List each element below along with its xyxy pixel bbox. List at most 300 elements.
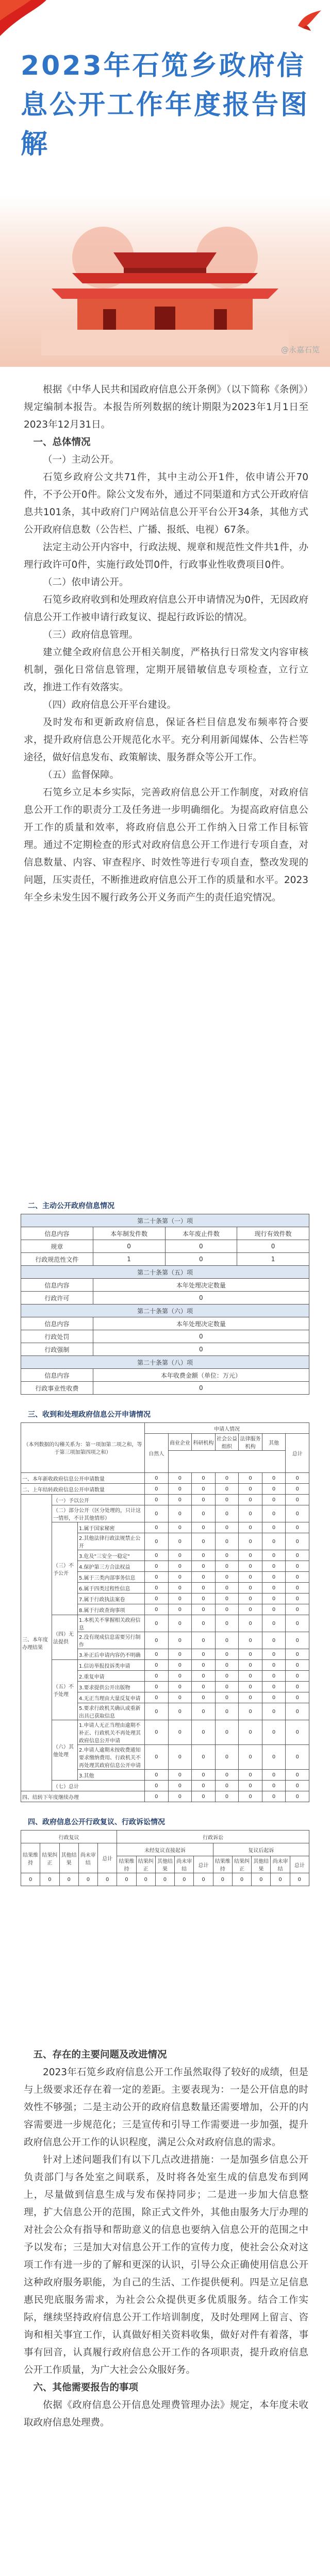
section-heading: 六、其他需要报告的事项 <box>33 2382 139 2393</box>
table-cell: 0 <box>239 1583 262 1594</box>
table-cell: 0 <box>145 1745 169 1770</box>
row-label: 7.属于行政执法案卷 <box>78 1594 145 1604</box>
table-cell: 0 <box>239 1561 262 1572</box>
table-cell: 0 <box>145 1505 169 1522</box>
table-cell: 0 <box>192 1572 216 1583</box>
review-litigation-table <box>21 1830 309 1886</box>
table-cell: 0 <box>239 1682 262 1692</box>
table-cell: 0 <box>168 1660 192 1671</box>
table-row <box>21 1253 309 1266</box>
row-label: 4.保护第三方合法权益 <box>78 1561 145 1572</box>
row-label: 3.危及"三安全一稳定" <box>78 1550 145 1561</box>
table-header: 本年废止件数 <box>165 1227 237 1240</box>
table-header: 结果维持 <box>117 1856 136 1873</box>
table-cell: 0 <box>145 1720 169 1745</box>
table-cell: 0 <box>262 1649 286 1660</box>
table-cell: 0 <box>215 1720 239 1745</box>
row-label: 2.重复申请 <box>78 1671 145 1682</box>
table-cell: 0 <box>168 1745 192 1770</box>
table-cell: 0 <box>168 1505 192 1522</box>
table-cell: 0 <box>262 1572 286 1583</box>
table-row <box>21 1781 309 1791</box>
table-cell: 0 <box>145 1770 169 1781</box>
table-cell: 0 <box>239 1791 262 1802</box>
paragraph: 石笕乡立足本乡实际，完善政府信息公开工作制度，对政府信息公开工作的职责分工及任务进一步明确细化。为提高政府信息公开工作的质量和效率，将政府信息公开工作纳入日常工作目标管理。通过不定期检查的形式对政府信息公开工作进行专项自查，对信息数量、内容、审查程序、时效性等进行专项自查，整改发现的问题，压实责任，不断推进政府信息公开工作的质量和水平。2023年全乡未发生因不履行政务公开义务而产生的责任追究情况。 <box>24 787 308 903</box>
table-cell: 0 <box>239 1484 262 1495</box>
table-cell: 0 <box>286 1583 309 1594</box>
table-cell: 0 <box>168 1703 192 1720</box>
table-header: 其他结果 <box>252 1856 271 1873</box>
table-cell: 0 <box>145 1604 169 1615</box>
red-flag-icon <box>0 0 46 41</box>
table-cell: 0 <box>93 1330 309 1343</box>
table-row <box>21 1484 309 1495</box>
row-label: 1.信访举报投诉类申请 <box>78 1660 145 1671</box>
table-header: 总计 <box>286 1434 309 1473</box>
row-label: 2.没有现成信息需要另行制作 <box>78 1632 145 1649</box>
table-cell: 0 <box>262 1692 286 1703</box>
table-cell: 0 <box>286 1561 309 1572</box>
table-header: 现行有效件数 <box>237 1227 309 1240</box>
table-cell: 0 <box>93 1240 165 1253</box>
table-cell: 0 <box>168 1583 192 1594</box>
table-row <box>21 1240 309 1253</box>
table-cell: 0 <box>237 1240 309 1253</box>
table-cell: 0 <box>192 1495 216 1505</box>
row-label: 3.其他 <box>78 1770 145 1781</box>
row-label: （四）无法提供 <box>52 1615 78 1660</box>
table-cell: 0 <box>59 1873 78 1886</box>
table-row <box>21 1292 309 1304</box>
table-cell: 0 <box>215 1770 239 1781</box>
table-row <box>21 1495 309 1505</box>
table-header: 本年制发件数 <box>93 1227 165 1240</box>
table-row <box>21 1473 309 1484</box>
row-label: 6.属于四类过程性信息 <box>78 1583 145 1594</box>
table-header: 行政诉讼 <box>117 1831 309 1843</box>
table-cell: 0 <box>262 1615 286 1632</box>
tiananmen-illustration-icon <box>41 222 289 355</box>
table-row <box>21 1873 309 1886</box>
table-cell: 0 <box>192 1703 216 1720</box>
dove-icon <box>293 5 324 36</box>
paragraph: 依据《政府信息公开信息处理费管理办法》规定，本年度未收取政府信息处理费。 <box>24 2400 308 2428</box>
row-label: （五）不予处理 <box>52 1660 78 1720</box>
table-cell: 0 <box>168 1671 192 1682</box>
table-cell: 0 <box>239 1632 262 1649</box>
table-cell: 0 <box>168 1781 192 1791</box>
row-label: 1.申请人无正当理由逾期不补正、行政机关不再处理其政府信息公开申请 <box>78 1720 145 1745</box>
paragraph: 法定主动公开内容中，行政法规、规章和规范性文件共1件，办理行政许可0件，实施行政处罚0件，行政事业性收费项目0件。 <box>24 542 308 570</box>
subsection-heading: （五）监督保障。 <box>43 770 120 781</box>
table-cell: 0 <box>145 1632 169 1649</box>
table-cell: 0 <box>262 1660 286 1671</box>
table-cell: 0 <box>215 1615 239 1632</box>
table-row <box>21 1615 309 1632</box>
table-cell: 0 <box>168 1561 192 1572</box>
table-cell: 0 <box>215 1649 239 1660</box>
table-subheader: 第二十条第（五）项 <box>21 1266 309 1279</box>
table-cell: 0 <box>93 1292 309 1304</box>
table-cell: 0 <box>145 1522 169 1533</box>
table-cell: 0 <box>215 1561 239 1572</box>
table-cell: 0 <box>239 1692 262 1703</box>
table-row <box>21 1720 309 1745</box>
table-cell: 0 <box>168 1720 192 1745</box>
table-cell: 1 <box>237 1253 309 1266</box>
table-cell: 0 <box>286 1522 309 1533</box>
table-cell: 0 <box>192 1473 216 1484</box>
table-cell: 0 <box>168 1572 192 1583</box>
table-cell: 0 <box>168 1649 192 1660</box>
table-cell: 0 <box>262 1522 286 1533</box>
table-cell: 0 <box>145 1671 169 1682</box>
table-cell: 0 <box>215 1533 239 1550</box>
table-cell: 0 <box>262 1671 286 1682</box>
row-label: 3.补正后申请内容仍不明确 <box>78 1649 145 1660</box>
table-cell: 0 <box>98 1873 117 1886</box>
table-cell: 0 <box>136 1873 155 1886</box>
table-cell: 0 <box>262 1791 286 1802</box>
table-cell: 0 <box>194 1873 213 1886</box>
table-header: （本列数据的勾稽关系为：第一项加第二项之和，等于第三项加第四项之和） <box>21 1423 145 1473</box>
table-cell: 0 <box>145 1703 169 1720</box>
table-cell: 0 <box>192 1522 216 1533</box>
table-row <box>21 1330 309 1343</box>
table-cell: 0 <box>286 1660 309 1671</box>
table-cell: 0 <box>215 1703 239 1720</box>
table-cell: 0 <box>239 1495 262 1505</box>
table-cell: 0 <box>262 1473 286 1484</box>
row-label: 5.属于三类内部事务信息 <box>78 1572 145 1583</box>
table-cell: 0 <box>239 1745 262 1770</box>
table-cell: 0 <box>192 1484 216 1495</box>
table-cell: 0 <box>168 1770 192 1781</box>
table-cell: 0 <box>215 1583 239 1594</box>
table-cell: 0 <box>286 1550 309 1561</box>
row-label: 5.要求行政机关确认或重新出具已获取信息 <box>78 1703 145 1720</box>
table-header: 信息内容 <box>21 1227 93 1240</box>
table-cell: 0 <box>262 1720 286 1745</box>
row-label: 二、上年结转政府信息公开申请数量 <box>21 1484 145 1495</box>
watermark: @永嘉石笕 <box>280 345 320 354</box>
table-header: 申请人情况 <box>145 1423 309 1434</box>
table-cell: 0 <box>239 1522 262 1533</box>
table-cell: 0 <box>262 1495 286 1505</box>
table-cell: 行政处罚 <box>21 1330 93 1343</box>
row-label: （二）部分公开（区分处理的，只计这一情形，不计其他情形） <box>52 1505 145 1522</box>
table-cell: 0 <box>168 1484 192 1495</box>
row-label: 8.属于行政查询事项 <box>78 1604 145 1615</box>
table-cell: 0 <box>286 1495 309 1505</box>
table-cell: 0 <box>93 1343 309 1356</box>
table-cell: 0 <box>286 1720 309 1745</box>
table-cell: 0 <box>192 1550 216 1561</box>
table-cell: 0 <box>165 1240 237 1253</box>
table-header: 结果纠正 <box>232 1856 251 1873</box>
table-header: 信息内容 <box>21 1279 93 1292</box>
table-header: 结果纠正 <box>136 1856 155 1873</box>
table-cell: 0 <box>21 1873 40 1886</box>
table-cell: 0 <box>215 1692 239 1703</box>
table-cell: 0 <box>155 1873 174 1886</box>
table-cell: 0 <box>239 1604 262 1615</box>
table-cell: 行政规范性文件 <box>21 1253 93 1266</box>
table-cell: 0 <box>286 1791 309 1802</box>
table-cell: 0 <box>192 1791 216 1802</box>
table-cell: 0 <box>286 1692 309 1703</box>
paragraph: 针对上述问题我们有以下几点改进措施：一是加强乡信息公开负责部门与各处室之间联系，及时将各处室生成的信息发布到网上，尽量做到信息生成与发布保持同步；二是进一步加大信息整理，扩大信息公开的范围，除正式文件外，其他由服务大厅办理的对社会公众有指导和帮助意义的信息也要纳入信息公开的范围之中予以发布；三是加大对信息公开工作的宣传力度，使社会公众对这项工作有进一步的了解和更深的认识，引导公众正确使用信息公开这种政府服务职能，为自己的生活、工作提供便利。四是立足信息惠民兜底服务需求，为社会公众提供更多优质服务。结合工作实际，继续坚持政府信息公开工作培训制度，及时处理网上留言、咨询和相关事宜工作，认真做好相关资料收集，做好对件有着落，事事有回音，认真履行政府信息公开工作的各项职责，提升政府信息公开工作质量，为广大社会公众服好务。 <box>24 2155 308 2376</box>
table-cell: 0 <box>239 1720 262 1745</box>
table-cell: 0 <box>192 1692 216 1703</box>
row-label: （三）不予公开 <box>52 1522 78 1615</box>
row-label: 3.要求提供公开出版物 <box>78 1682 145 1692</box>
table-header: 法律服务机构 <box>239 1434 262 1451</box>
table-cell: 0 <box>145 1791 169 1802</box>
table-header: 本年处理决定数量 <box>93 1317 309 1330</box>
table-header: 自然人 <box>145 1434 169 1473</box>
table-cell: 0 <box>168 1533 192 1550</box>
table-cell: 0 <box>215 1473 239 1484</box>
table-subheader: 第二十条第（八）项 <box>21 1356 309 1369</box>
paragraph: 2023年石笕乡政府信息公开工作虽然取得了较好的成绩，但是与上级要求还存在着一定的差距。主要表现为：一是公开信息的时效性不够强；二是主动公开的政府信息数量还需要增加，公开的内容需要进一步规范化；三是宣传和引导工作需要进一步加强，提升政府信息公开工作的认识程度，满足公众对政府信息的需求。 <box>24 2067 308 2148</box>
table-cell: 0 <box>192 1594 216 1604</box>
table-title: 二、主动公开政府信息情况 <box>28 1202 114 1210</box>
table-cell: 0 <box>192 1533 216 1550</box>
row-label: 1.属于国家秘密 <box>78 1522 145 1533</box>
row-label: 一、本年新收政府信息公开申请数量 <box>21 1473 145 1484</box>
table-cell: 0 <box>262 1484 286 1495</box>
table-cell: 0 <box>168 1473 192 1484</box>
table-header: 本年处理决定数量 <box>93 1279 309 1292</box>
table-cell: 0 <box>239 1770 262 1781</box>
table-cell: 0 <box>286 1484 309 1495</box>
table-cell: 0 <box>78 1873 97 1886</box>
table-cell: 0 <box>286 1745 309 1770</box>
table-cell: 0 <box>192 1604 216 1615</box>
table-cell: 1 <box>93 1253 165 1266</box>
table-cell: 0 <box>192 1745 216 1770</box>
table-cell: 0 <box>286 1572 309 1583</box>
row-label: 2.其他法律行政法规禁止公开 <box>78 1533 145 1550</box>
table-cell: 0 <box>145 1572 169 1583</box>
table-cell: 0 <box>215 1682 239 1692</box>
table-cell: 0 <box>192 1781 216 1791</box>
table-cell: 0 <box>145 1495 169 1505</box>
table-cell: 0 <box>215 1522 239 1533</box>
table-row <box>21 1343 309 1356</box>
table-row <box>21 1660 309 1671</box>
table-cell: 0 <box>215 1550 239 1561</box>
table-header: 信息内容 <box>21 1317 93 1330</box>
table-cell: 0 <box>286 1533 309 1550</box>
row-label: 1.本机关不掌握相关政府信息 <box>78 1615 145 1632</box>
table-header: 其他 <box>262 1434 286 1451</box>
table-cell: 0 <box>192 1770 216 1781</box>
row-label: （七）总计 <box>52 1781 145 1791</box>
table-cell: 0 <box>40 1873 59 1886</box>
table-header: 社会公益组织 <box>215 1434 239 1451</box>
report-body-bottom <box>24 2046 308 2432</box>
table-cell: 0 <box>290 1873 309 1886</box>
table-header: 复议后起诉 <box>213 1843 309 1856</box>
table-cell: 0 <box>262 1604 286 1615</box>
table-cell: 0 <box>192 1561 216 1572</box>
table-cell: 0 <box>286 1682 309 1692</box>
table-cell: 0 <box>239 1703 262 1720</box>
table-cell: 0 <box>192 1505 216 1522</box>
table-header: 结果纠正 <box>40 1843 59 1873</box>
table-cell: 0 <box>168 1692 192 1703</box>
table-cell: 0 <box>286 1505 309 1522</box>
table-cell: 0 <box>168 1522 192 1533</box>
table-cell: 0 <box>286 1649 309 1660</box>
paragraph: 建立健全政府信息公开相关制度，严格执行日常发文内容审核机制，强化日常信息管理，定期开展错敏信息专项检查，立行立改，推进工作有效落实。 <box>24 647 308 693</box>
table-cell: 行政许可 <box>21 1292 93 1304</box>
table-cell: 0 <box>215 1505 239 1522</box>
table-cell: 0 <box>286 1632 309 1649</box>
table-cell: 0 <box>165 1253 237 1266</box>
table-cell: 0 <box>145 1682 169 1692</box>
table-cell: 0 <box>239 1550 262 1561</box>
table-cell: 0 <box>168 1495 192 1505</box>
table-row <box>21 1505 309 1522</box>
banner <box>0 0 330 367</box>
table-cell: 0 <box>239 1505 262 1522</box>
table-cell: 0 <box>168 1604 192 1615</box>
table-cell: 0 <box>286 1594 309 1604</box>
subsection-heading: （一）主动公开。 <box>43 454 120 465</box>
table-cell: 0 <box>145 1550 169 1561</box>
table-cell: 0 <box>239 1533 262 1550</box>
table-cell: 0 <box>239 1671 262 1682</box>
table-cell: 0 <box>262 1745 286 1770</box>
table-header: 尚未审结 <box>271 1856 290 1873</box>
table-cell: 0 <box>192 1615 216 1632</box>
table-cell: 0 <box>215 1594 239 1604</box>
paragraph: 石笕乡政府收到和处理政府信息公开申请情况为0件，无因政府信息公开工作被申请行政复议、提起行政诉讼的情况。 <box>24 595 308 623</box>
table-cell: 0 <box>192 1671 216 1682</box>
table-cell: 0 <box>215 1671 239 1682</box>
section-heading: 五、存在的主要问题及改进情况 <box>33 2049 167 2060</box>
table-cell: 0 <box>192 1632 216 1649</box>
table-row <box>21 1522 309 1533</box>
table-cell: 0 <box>262 1770 286 1781</box>
table-cell: 0 <box>262 1781 286 1791</box>
table-header: 其他结果 <box>59 1843 78 1873</box>
table-subheader: 第二十条第（六）项 <box>21 1304 309 1317</box>
table-cell: 0 <box>145 1561 169 1572</box>
subsection-heading: （四）政府信息公开平台建设。 <box>43 700 177 710</box>
table-cell: 行政强制 <box>21 1343 93 1356</box>
table-header: 总计 <box>194 1856 213 1873</box>
table-header: 尚未审结 <box>175 1856 194 1873</box>
table-cell: 0 <box>286 1770 309 1781</box>
row-label: 三、本年度办理结果 <box>21 1495 52 1791</box>
table-cell: 0 <box>145 1660 169 1671</box>
table-cell: 0 <box>262 1533 286 1550</box>
table-cell: 0 <box>168 1550 192 1561</box>
table-cell: 0 <box>117 1873 136 1886</box>
table-cell: 0 <box>145 1594 169 1604</box>
table-cell: 0 <box>215 1781 239 1791</box>
table-header: 未经复议直接起诉 <box>117 1843 213 1856</box>
table-cell: 0 <box>239 1649 262 1660</box>
table-cell: 0 <box>215 1572 239 1583</box>
table-header: 科研机构 <box>192 1434 216 1451</box>
table-header: 行政复议 <box>21 1831 117 1843</box>
table-cell: 0 <box>168 1615 192 1632</box>
table-header: 商业企业 <box>168 1434 192 1451</box>
table-cell: 0 <box>239 1781 262 1791</box>
table-cell: 0 <box>215 1495 239 1505</box>
table-cell: 0 <box>262 1561 286 1572</box>
table-cell: 规章 <box>21 1240 93 1253</box>
intro-paragraph: 根据《中华人民共和国政府信息公开条例》（以下简称《条例》）规定编制本报告。本报告所列数据的统计期限为2023年1月1日至2023年12月31日。 <box>24 384 308 430</box>
table-cell: 0 <box>145 1583 169 1594</box>
row-label: （六）其他处理 <box>52 1720 78 1781</box>
table-cell: 0 <box>232 1873 251 1886</box>
active-disclosure-table <box>21 1214 309 1395</box>
report-body-top <box>24 381 308 907</box>
table-cell: 0 <box>168 1791 192 1802</box>
table-cell: 0 <box>145 1781 169 1791</box>
row-label: 4.无正当理由大量反复申请 <box>78 1692 145 1703</box>
row-label: （一）予以公开 <box>52 1495 145 1505</box>
table-cell: 0 <box>239 1572 262 1583</box>
table-cell: 0 <box>145 1484 169 1495</box>
table-header: 结果维持 <box>21 1843 40 1873</box>
table-cell: 0 <box>271 1873 290 1886</box>
table-header: 信息内容 <box>21 1369 93 1382</box>
table-cell: 0 <box>286 1473 309 1484</box>
table-header: 总计 <box>98 1843 117 1873</box>
table-header: 尚未审结 <box>78 1843 97 1873</box>
table-cell: 0 <box>239 1660 262 1671</box>
table-cell: 0 <box>286 1781 309 1791</box>
table-cell: 0 <box>262 1682 286 1692</box>
tables-region <box>15 1200 315 2035</box>
table-cell: 0 <box>145 1649 169 1660</box>
table-cell: 行政事业性收费 <box>21 1382 93 1395</box>
table-cell: 0 <box>215 1604 239 1615</box>
table-cell: 0 <box>239 1615 262 1632</box>
application-table <box>21 1422 309 1802</box>
section-heading: 一、总体情况 <box>33 437 91 448</box>
table-cell: 0 <box>145 1692 169 1703</box>
table-cell: 0 <box>262 1550 286 1561</box>
table-cell: 0 <box>145 1473 169 1484</box>
table-cell: 0 <box>192 1649 216 1660</box>
row-label: 四、结转下年度继续办理 <box>21 1791 145 1802</box>
table-row <box>21 1791 309 1802</box>
table-title: 四、政府信息公开行政复议、行政诉讼情况 <box>28 1818 165 1826</box>
paragraph: 石笕乡政府公文共71件，其中主动公开1件，依申请公开70件，不予公开0件。除公文发布外，通过不同渠道和方式公开政府信息共101条，其中政府门户网站信息公开平台公开34条，其他方式公开政府信息数（公告栏、广播、报纸、电视）67条。 <box>24 472 308 535</box>
table-cell: 0 <box>215 1484 239 1495</box>
table-cell: 0 <box>239 1594 262 1604</box>
table-cell: 0 <box>192 1583 216 1594</box>
table-cell: 0 <box>192 1660 216 1671</box>
table-cell: 0 <box>286 1615 309 1632</box>
table-header: 总计 <box>290 1856 309 1873</box>
table-cell: 0 <box>262 1594 286 1604</box>
table-cell: 0 <box>93 1382 309 1395</box>
table-cell: 0 <box>262 1505 286 1522</box>
table-cell: 0 <box>286 1671 309 1682</box>
table-cell: 0 <box>239 1473 262 1484</box>
table-cell: 0 <box>175 1873 194 1886</box>
table-cell: 0 <box>145 1615 169 1632</box>
